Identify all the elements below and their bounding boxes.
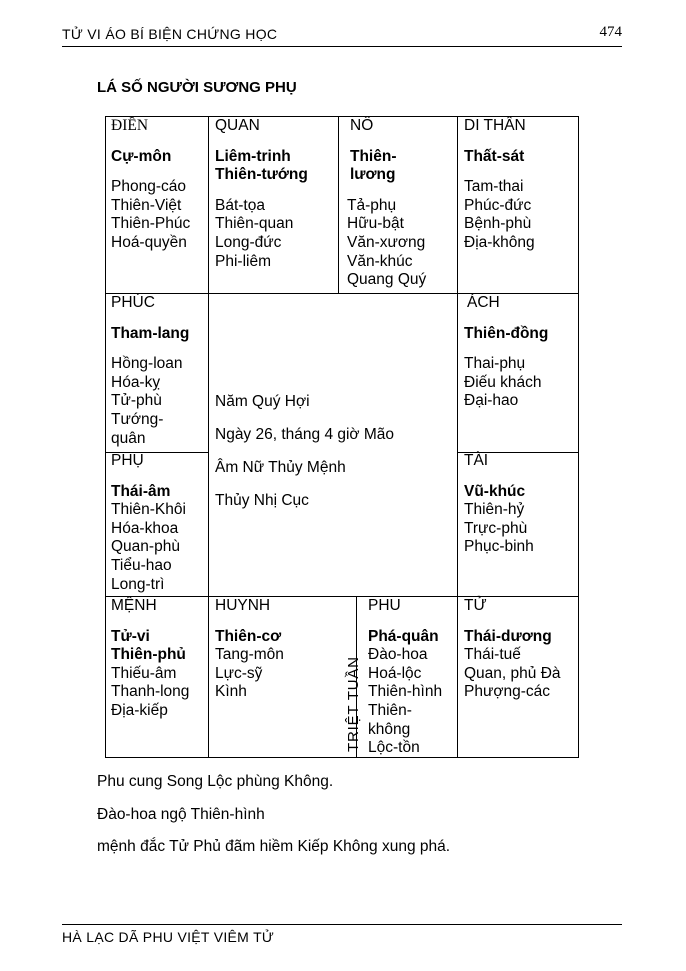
minor-stars: Thai-phụ Điếu khách Đại-hao	[464, 355, 542, 410]
triet-tuan-label: TRIỆT TUẦN	[345, 656, 362, 752]
cell-huynh	[215, 597, 335, 702]
minor-stars: Đào-hoa Hoá-lộc Thiên-hình Thiên- không Lộc-tồn	[368, 646, 443, 757]
palace-name: TỬ	[464, 597, 487, 614]
page-header	[62, 26, 622, 47]
birth-date: Ngày 26, tháng 4 giờ Mão	[215, 426, 395, 443]
palace-name: PHỤ	[111, 452, 144, 469]
minor-stars: Thái-tuế Quan, phủ Đà Phượng-các	[464, 646, 561, 701]
birth-year: Năm Quý Hợi	[215, 393, 310, 410]
palace-name: TÀI	[464, 452, 489, 469]
book-title: TỬ VI ÁO BÍ BIỆN CHỨNG HỌC	[62, 26, 278, 42]
palace-name: PHU	[368, 597, 401, 614]
main-star: Thiên-đồng	[464, 324, 549, 342]
minor-stars: Tang-môn Lực-sỹ Kình	[215, 646, 284, 701]
main-star: Vũ-khúc	[464, 482, 526, 500]
main-star: Cự-môn	[111, 147, 172, 165]
body-line-1: Phu cung Song Lộc phùng Không.	[97, 773, 334, 790]
palace-name: ÁCH	[467, 294, 500, 311]
palace-name: ĐIỀN	[111, 117, 149, 134]
palace-name: DI THÂN	[464, 117, 526, 134]
cell-di-than	[464, 117, 576, 253]
cell-quan	[215, 117, 335, 271]
minor-stars: Tả-phụ Hữu-bật Văn-xương Văn-khúc Quang Quý	[347, 196, 427, 289]
page-footer: HÀ LẠC DÃ PHU VIỆT VIÊM TỬ	[62, 924, 622, 945]
chart-center-info	[215, 393, 394, 525]
main-star: Phá-quân	[368, 627, 439, 645]
cell-no	[347, 117, 455, 290]
cell-dien	[111, 117, 207, 253]
cell-phuc	[111, 294, 207, 448]
body-line-2: Đào-hoa ngộ Thiên-hình	[97, 806, 265, 823]
main-star: Thiên- lương	[350, 147, 397, 184]
minor-stars: Thiếu-âm Thanh-long Địa-kiếp	[111, 664, 190, 719]
main-star: Tử-vi Thiên-phủ	[111, 627, 186, 664]
main-star: Thất-sát	[464, 147, 525, 165]
palace-name: NÔ	[350, 117, 374, 134]
cell-ach	[464, 294, 576, 411]
cell-phu-husband	[368, 597, 456, 758]
page-number: 474	[599, 24, 622, 40]
main-star: Thái-dương	[464, 627, 552, 645]
chart-title: LÁ SỐ NGƯỜI SƯƠNG PHỤ	[97, 79, 297, 96]
cell-phu	[111, 452, 207, 594]
main-star: Thiên-cơ	[215, 627, 282, 645]
minor-stars: Thiên-hỷ Trực-phù Phục-binh	[464, 501, 534, 556]
minor-stars: Tam-thai Phúc-đức Bệnh-phù Địa-không	[464, 178, 535, 251]
cell-tu	[464, 597, 576, 702]
palace-name: PHÚC	[111, 294, 155, 311]
main-star: Tham-lang	[111, 324, 190, 342]
cell-menh	[111, 597, 207, 721]
body-line-3: mệnh đắc Tử Phủ đãm hiềm Kiếp Không xung phá.	[97, 838, 451, 855]
main-star: Thái-âm	[111, 482, 171, 500]
palace-name: QUAN	[215, 117, 260, 134]
minor-stars: Bát-tọa Thiên-quan Long-đức Phi-liêm	[215, 196, 294, 270]
palace-name: MỆNH	[111, 597, 157, 614]
minor-stars: Hồng-loan Hóa-kỵ Tử-phù Tướng- quân	[111, 355, 183, 447]
minor-stars: Thiên-Khôi Hóa-khoa Quan-phù Tiểu-hao Long-trì	[111, 501, 186, 593]
gender-element: Âm Nữ Thủy Mệnh	[215, 459, 346, 476]
cuc: Thủy Nhị Cục	[215, 492, 309, 509]
palace-name: HUYNH	[215, 597, 271, 614]
main-star: Liêm-trinh Thiên-tướng	[215, 147, 308, 184]
cell-tai	[464, 452, 576, 557]
minor-stars: Phong-cáo Thiên-Việt Thiên-Phúc Hoá-quyền	[111, 178, 191, 251]
